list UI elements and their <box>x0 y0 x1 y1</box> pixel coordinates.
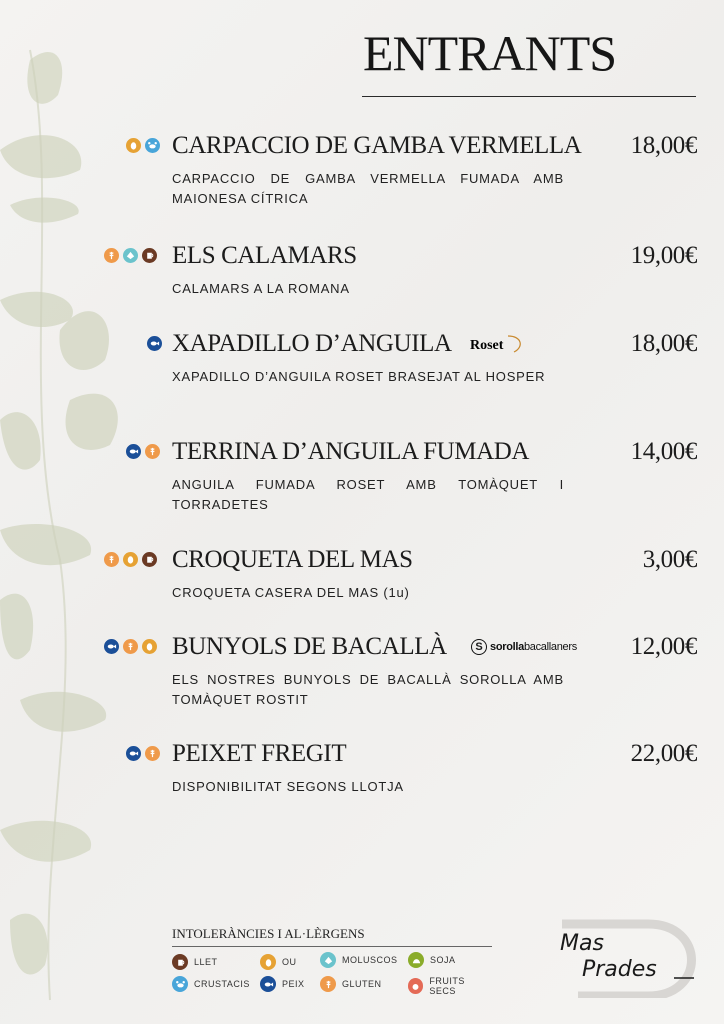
legend-entry-moluscos <box>320 952 398 968</box>
legend-entry-gluten <box>320 976 382 992</box>
title-divider <box>362 96 696 97</box>
item-name: CARPACCIO DE GAMBA VERMELLA <box>172 132 582 159</box>
allergen-icons <box>147 336 162 351</box>
wheat-icon <box>145 746 160 761</box>
leaf-decoration <box>0 0 200 1024</box>
crab-icon <box>172 976 188 992</box>
fish-icon <box>104 639 119 654</box>
fish-icon <box>260 976 276 992</box>
milk-icon <box>142 552 157 567</box>
item-price: 14,00€ <box>630 438 697 465</box>
mas-prades-logo <box>556 918 701 998</box>
legend-label: FRUITS SECS <box>429 976 465 996</box>
item-name: BUNYOLS DE BACALLÀ <box>172 633 447 660</box>
egg-icon <box>142 639 157 654</box>
item-description: XAPADILLO D’ANGUILA ROSET BRASEJAT AL HOSPER <box>172 369 546 384</box>
wheat-icon <box>145 444 160 459</box>
item-price: 19,00€ <box>630 242 697 269</box>
item-price: 12,00€ <box>630 633 697 660</box>
legend-label: CRUSTACIS <box>194 979 250 989</box>
milk-icon <box>142 248 157 263</box>
item-price: 3,00€ <box>642 546 697 573</box>
sorolla-logo <box>471 638 577 656</box>
legend-label: SOJA <box>430 955 456 965</box>
wheat-icon <box>104 552 119 567</box>
logo-line-2: Prades <box>582 957 657 982</box>
fish-icon <box>126 444 141 459</box>
item-price: 18,00€ <box>630 330 697 357</box>
logo-line-1: Mas <box>560 931 604 956</box>
wheat-icon <box>104 248 119 263</box>
roset-logo <box>468 333 524 357</box>
legend-label: MOLUSCOS <box>342 955 398 965</box>
roset-logo-text: Roset <box>470 338 504 353</box>
legend-label: GLUTEN <box>342 979 382 989</box>
item-name: PEIXET FREGIT <box>172 740 347 767</box>
item-description: CROQUETA CASERA DEL MAS (1u) <box>172 585 410 600</box>
item-name: CROQUETA DEL MAS <box>172 546 413 573</box>
legend-entry-llet <box>172 954 218 970</box>
allergen-icons <box>126 746 160 761</box>
sorolla-logo-mark: S <box>471 639 487 655</box>
legend-entry-ou <box>260 954 297 970</box>
fish-icon <box>126 746 141 761</box>
legend-entry-peix <box>260 976 305 992</box>
legend-title: INTOLERÀNCIES I AL·LÈRGENS <box>172 926 365 941</box>
item-name: TERRINA D’ANGUILA FUMADA <box>172 438 530 465</box>
egg-icon <box>123 552 138 567</box>
allergen-icons <box>126 138 160 153</box>
item-description: ANGUILA FUMADA ROSET AMB TOMÀQUET I TORRADETES <box>172 477 564 512</box>
fish-icon <box>147 336 162 351</box>
legend-label: OU <box>282 957 297 967</box>
wheat-icon <box>320 976 336 992</box>
wheat-icon <box>123 639 138 654</box>
nut-icon <box>408 978 423 994</box>
item-price: 18,00€ <box>630 132 697 159</box>
legend-entry-soja <box>408 952 456 968</box>
allergen-icons <box>104 639 157 654</box>
milk-icon <box>172 954 188 970</box>
legend-entry-fruits-secs <box>408 976 492 996</box>
crab-icon <box>145 138 160 153</box>
item-description: DISPONIBILITAT SEGONS LLOTJA <box>172 779 404 794</box>
allergen-legend <box>172 926 492 996</box>
egg-icon <box>126 138 141 153</box>
allergen-icons <box>126 444 160 459</box>
egg-icon <box>260 954 276 970</box>
allergen-icons <box>104 248 157 263</box>
item-price: 22,00€ <box>630 740 697 767</box>
item-description: CARPACCIO DE GAMBA VERMELLA FUMADA AMB MAIONESA CÍTRICA <box>172 171 564 206</box>
item-name: ELS CALAMARS <box>172 242 357 269</box>
sorolla-logo-text: sorollabacallaners <box>490 641 577 653</box>
item-description: CALAMARS A LA ROMANA <box>172 281 350 296</box>
item-description: ELS NOSTRES BUNYOLS DE BACALLÀ SOROLLA AMB TOMÀQUET ROSTIT <box>172 672 564 707</box>
legend-label: PEIX <box>282 979 305 989</box>
allergen-icons <box>104 552 157 567</box>
soy-icon <box>408 952 424 968</box>
legend-label: LLET <box>194 957 218 967</box>
page-title: ENTRANTS <box>363 25 617 81</box>
shell-icon <box>320 952 336 968</box>
item-name: XAPADILLO D’ANGUILA <box>172 330 452 357</box>
legend-entry-crustacis <box>172 976 250 992</box>
shell-icon <box>123 248 138 263</box>
legend-divider <box>172 946 492 947</box>
